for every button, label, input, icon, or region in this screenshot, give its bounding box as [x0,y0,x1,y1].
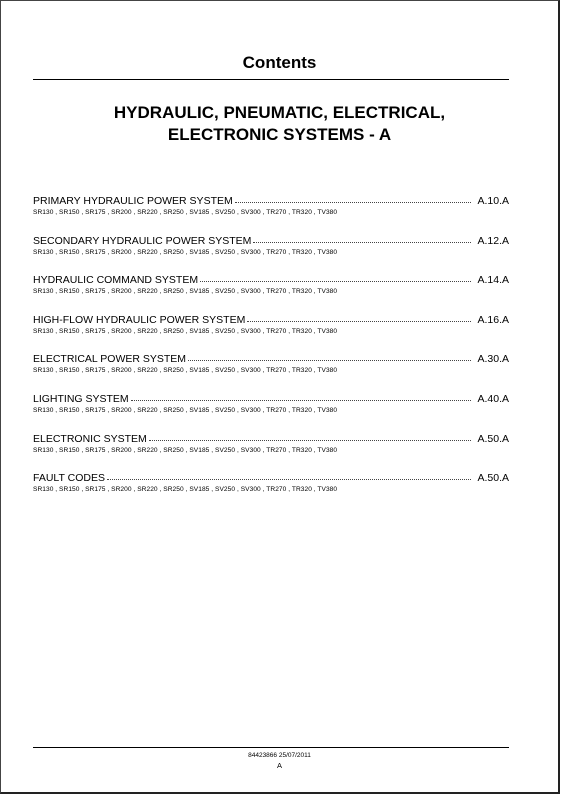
toc-entry[interactable] [33,234,509,274]
toc-entry-models: SR130 , SR150 , SR175 , SR200 , SR220 , SR250 , SV185 , SV250 , SV300 , TR270 , TR320 , TV380 [33,367,338,375]
toc-entry[interactable] [33,194,509,234]
toc-entry-ref[interactable]: A.16.A [477,313,509,326]
toc-entry-title[interactable]: HIGH-FLOW HYDRAULIC POWER SYSTEM [33,313,246,326]
toc-entry[interactable] [33,352,509,392]
toc-entry-ref[interactable]: A.12.A [477,234,509,247]
toc-entry-ref[interactable]: A.30.A [477,353,509,366]
toc-entry-ref[interactable]: A.40.A [477,392,509,405]
dot-leader [131,391,471,401]
section-title [1,102,558,146]
dot-leader [253,233,471,243]
toc-entry-models: SR130 , SR150 , SR175 , SR200 , SR220 , SR250 , SV185 , SV250 , SV300 , TR270 , TR320 , TV380 [33,327,338,335]
section-title-line-2: ELECTRONIC SYSTEMS - A [167,125,392,144]
dot-leader [235,193,471,203]
toc-entry-models: SR130 , SR150 , SR175 , SR200 , SR220 , SR250 , SV185 , SV250 , SV300 , TR270 , TR320 , TV380 [33,446,338,454]
footer-document-code: 84423866 25/07/2011 [248,752,311,759]
toc-entry[interactable] [33,471,509,511]
toc-entry[interactable] [33,392,509,432]
toc-entry-title[interactable]: ELECTRONIC SYSTEM [33,432,147,445]
footer-section-letter: A [276,761,282,770]
section-title-line-1: HYDRAULIC, PNEUMATIC, ELECTRICAL, [113,103,446,122]
toc-entry-ref[interactable]: A.50.A [477,432,509,445]
dot-leader [188,351,471,361]
toc-entry-models: SR130 , SR150 , SR175 , SR200 , SR220 , SR250 , SV185 , SV250 , SV300 , TR270 , TR320 , TV380 [33,248,338,256]
header-divider [33,79,509,80]
toc-entry[interactable] [33,313,509,353]
toc-entry[interactable] [33,432,509,472]
toc-entry-ref[interactable]: A.50.A [477,472,509,485]
toc-entry-title[interactable]: HYDRAULIC COMMAND SYSTEM [33,274,199,287]
toc-entry-title[interactable]: ELECTRICAL POWER SYSTEM [33,353,187,366]
dot-leader [107,470,471,480]
toc-entry-ref[interactable]: A.14.A [477,274,509,287]
toc-entry-title[interactable]: PRIMARY HYDRAULIC POWER SYSTEM [33,195,233,207]
toc-entry[interactable] [33,273,509,313]
dot-leader [247,312,471,322]
toc-entry-ref[interactable]: A.10.A [477,195,509,207]
toc-entry-title[interactable]: FAULT CODES [33,472,105,485]
page-title: Contents [242,53,317,72]
toc-entry-models: SR130 , SR150 , SR175 , SR200 , SR220 , SR250 , SV185 , SV250 , SV300 , TR270 , TR320 , TV380 [33,406,338,414]
toc-entry-title[interactable]: SECONDARY HYDRAULIC POWER SYSTEM [33,234,252,247]
toc-entry-models: SR130 , SR150 , SR175 , SR200 , SR220 , SR250 , SV185 , SV250 , SV300 , TR270 , TR320 , TV380 [33,209,338,216]
toc-entry-models: SR130 , SR150 , SR175 , SR200 , SR220 , SR250 , SV185 , SV250 , SV300 , TR270 , TR320 , TV380 [33,288,338,296]
toc-list [33,194,509,511]
toc-entry-title[interactable]: LIGHTING SYSTEM [33,392,129,405]
dot-leader [149,431,471,441]
footer-divider [33,747,509,748]
toc-entry-models: SR130 , SR150 , SR175 , SR200 , SR220 , SR250 , SV185 , SV250 , SV300 , TR270 , TR320 , TV380 [33,486,338,494]
dot-leader [200,272,471,282]
